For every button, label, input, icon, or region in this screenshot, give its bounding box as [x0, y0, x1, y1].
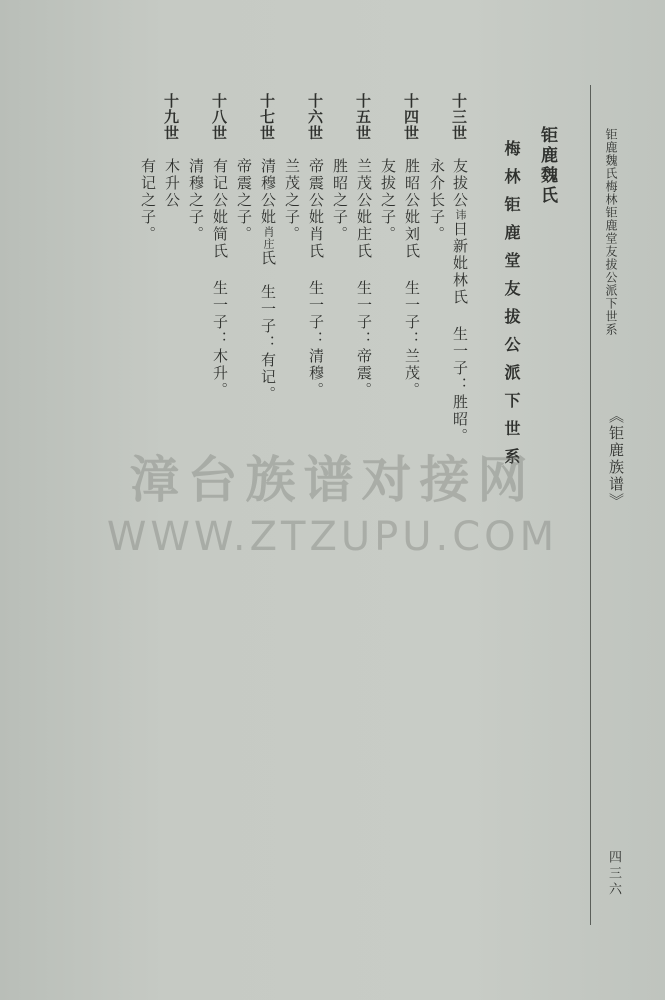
generation-lineage-note: 有记之子。	[139, 158, 157, 243]
generation-lineage-note: 帝震之子。	[235, 158, 253, 243]
generation-label: 十三世	[450, 93, 468, 141]
generation-label: 十四世	[402, 93, 420, 141]
page-number: 四三六	[606, 850, 621, 898]
generation-entry-line: 胜昭公妣刘氏 生一子：兰茂。	[403, 158, 421, 399]
running-head: 钜鹿魏氏梅林钜鹿堂友拔公派下世系	[604, 128, 618, 336]
generation-lineage-note: 兰茂之子。	[283, 158, 301, 243]
generation-label: 十七世	[258, 93, 276, 141]
generation-entry-line: 有记公妣简氏 生一子：木升。	[211, 158, 229, 399]
generation-lineage-note: 胜昭之子。	[331, 158, 349, 243]
generation-label: 十八世	[210, 93, 228, 141]
header-divider	[590, 85, 591, 925]
generation-lineage-note: 永介长子。	[428, 158, 446, 243]
generation-label: 十六世	[306, 93, 324, 141]
generation-entry-line: 木升公	[163, 158, 181, 209]
generation-label: 十五世	[354, 93, 372, 141]
clan-surname-title: 钜鹿魏氏	[537, 126, 557, 206]
book-title: 《钜鹿族谱》	[607, 408, 625, 510]
generation-entry-line: 清穆公妣肖庄氏 生一子：有记。	[259, 158, 277, 403]
watermark-url: WWW.ZTZUPU.COM	[106, 514, 559, 560]
branch-title: 梅林钜鹿堂友拔公派下世系	[502, 140, 521, 476]
generation-label: 十九世	[162, 93, 180, 141]
generation-entry-line: 兰茂公妣庄氏 生一子：帝震。	[355, 158, 373, 399]
generation-lineage-note: 清穆之子。	[187, 158, 205, 243]
generation-entry-line: 帝震公妣肖氏 生一子：清穆。	[307, 158, 325, 399]
generation-lineage-note: 友拔之子。	[379, 158, 397, 243]
watermark	[0, 440, 665, 560]
generation-entry-line: 友拔公讳日新妣林氏 生一子：胜昭。	[451, 158, 469, 445]
watermark-title: 漳台族谱对接网	[129, 451, 536, 509]
